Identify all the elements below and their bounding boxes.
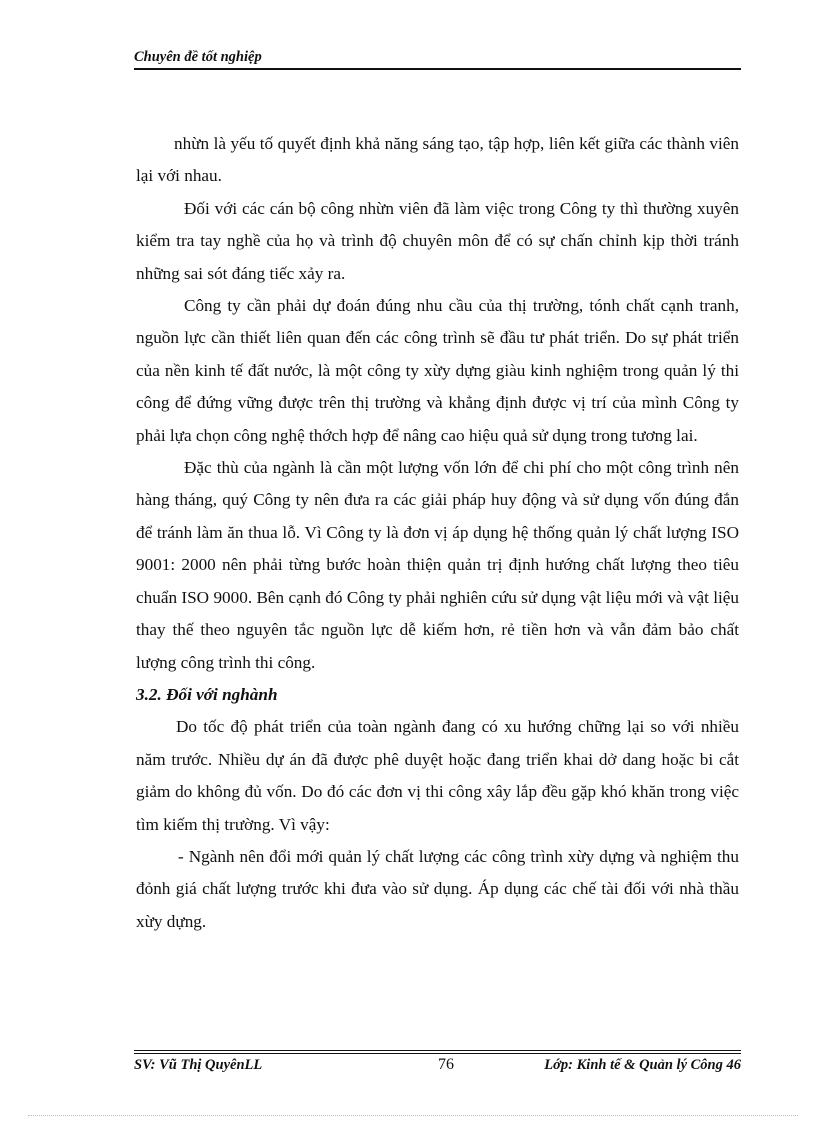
paragraph-1: nhừn là yếu tố quyết định khả năng sáng tạo, tập hợp, liên kết giữa các thành viên lại với nhau. — [136, 134, 739, 186]
footer-student-name: SV: Vũ Thị QuyênLL — [134, 1057, 263, 1073]
document-body — [136, 128, 739, 938]
paragraph-6: - Ngành nên đổi mới quản lý chất lượng các công trình xừy dựng và nghiệm thu đỏnh giá chất lượng trước khi đưa vào sử dụng. Áp dụng các chế tài đối với nhà thầu xừy dựng. — [136, 846, 739, 931]
paragraph-2: Đối với các cán bộ công nhừn viên đã làm việc trong Công ty thì thường xuyên kiểm tra tay nghề của họ và trình độ chuyên môn để có sự chấn chỉnh kịp thời tránh những sai sót đáng tiếc xảy ra. — [136, 198, 739, 283]
header-title: Chuyên đề tốt nghiệp — [134, 49, 262, 65]
page-footer — [134, 1057, 741, 1077]
page-bottom-divider — [28, 1115, 798, 1116]
paragraph-3: Công ty cần phải dự đoán đúng nhu cầu của thị trường, tónh chất cạnh tranh, nguồn lực cần thiết liên quan đến các công trình sẽ đầu tư phát triển. Do sự phát triển của nền kinh tế đất nước, là một công ty xừy dựng giàu kinh nghiệm trong quản lý thi công để đứng vững được trên thị trường và khẳng định được vị trí của mình Công ty phải lựa chọn công nghệ thớch hợp để nâng cao hiệu quả sử dụng trong tương lai. — [136, 296, 739, 445]
page-header — [134, 48, 741, 70]
paragraph-5: Do tốc độ phát triển của toàn ngành đang có xu hướng chững lại so với nhiều năm trước. Nhiều dự án đã được phê duyệt hoặc đang triển khai dở dang hoặc bi cắt giảm do không đủ vốn. Do đó các đơn vị thi công xây lắp đều gặp khó khăn trong việc tìm kiếm thị trường. Vì vậy: — [136, 717, 739, 834]
footer-divider — [134, 1053, 741, 1054]
page-number: 76 — [438, 1056, 454, 1073]
paragraph-4: Đặc thù của ngành là cần một lượng vốn lớn để chi phí cho một công trình nên hàng tháng, quý Công ty nên đưa ra các giải pháp huy động và sử dụng vốn đúng đắn để tránh làm ăn thua lỗ. Vì Công ty là đơn vị áp dụng hệ thống quản lý chất lượng ISO 9001: 2000 nên phải từng bước hoàn thiện quản trị định hướng chất lượng theo tiêu chuẩn ISO 9000. Bên cạnh đó Công ty phải nghiên cứu sử dụng vật liệu mới và vật liệu thay thế theo nguyên tắc nguồn lực dễ kiếm hơn, rẻ tiền hơn và vẫn đảm bảo chất lượng công trình thi công. — [136, 458, 739, 672]
footer-class-name: Lớp: Kinh tế & Quản lý Công 46 — [544, 1057, 741, 1073]
footer-divider — [134, 1050, 741, 1051]
section-heading: 3.2. Đối với nghành — [136, 684, 278, 704]
